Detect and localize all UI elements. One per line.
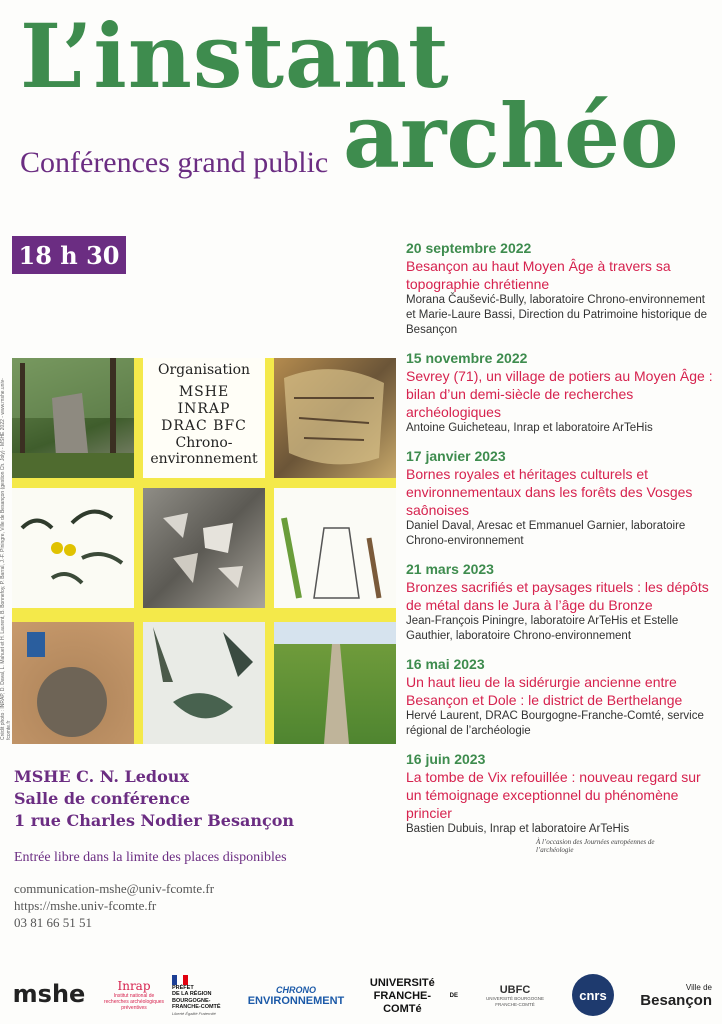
bronze-hoard-illustration bbox=[143, 622, 265, 744]
poster-title-line2: archéo bbox=[343, 84, 679, 188]
event-item bbox=[406, 561, 716, 644]
event-item bbox=[406, 350, 716, 436]
event-speakers: Jean-François Piningre, laboratoire ArTeHis et Estelle Gauthier, laboratoire Chrono-environnement bbox=[406, 615, 679, 642]
event-date: 16 mai 2023 bbox=[406, 656, 485, 672]
event-date: 20 septembre 2022 bbox=[406, 240, 532, 256]
venue-address bbox=[14, 766, 294, 832]
ubfc-subtitle: UNIVERSITÉ BOURGOGNE FRANCHE-COMTÉ bbox=[485, 996, 544, 1007]
time-badge: 18 h 30 bbox=[12, 236, 126, 274]
partner-logos bbox=[0, 964, 722, 1024]
photo-old-map bbox=[274, 358, 396, 478]
venue-line2: Salle de conférence bbox=[14, 789, 191, 808]
event-date: 21 mars 2023 bbox=[406, 561, 494, 577]
organisation-chrono-1: Chrono- bbox=[175, 435, 233, 451]
photo-furnace-drawing bbox=[274, 488, 396, 608]
event-speakers: Hervé Laurent, DRAC Bourgogne-Franche-Comté, service régional de l’archéologie bbox=[406, 710, 704, 737]
event-item bbox=[406, 751, 716, 837]
free-entry-note: Entrée libre dans la limite des places disponibles bbox=[14, 850, 287, 865]
event-date: 16 juin 2023 bbox=[406, 751, 486, 767]
organisation-chrono-2: environnement bbox=[150, 451, 258, 467]
ville-besancon-logo bbox=[628, 974, 712, 1018]
event-date: 15 novembre 2022 bbox=[406, 350, 528, 366]
photo-aerial-landscape bbox=[274, 622, 396, 744]
inrap-logo-name: Inrap bbox=[117, 979, 151, 993]
photo-bronze-hoard bbox=[143, 622, 265, 744]
ubfc-name: UBFC bbox=[499, 984, 531, 996]
event-speakers: Bastien Dubuis, Inrap et laboratoire ArTeHis bbox=[406, 823, 630, 835]
univ-line1: UNIVERSITé bbox=[369, 976, 435, 989]
photo-grid bbox=[12, 358, 396, 744]
event-item bbox=[406, 448, 716, 549]
event-title: La tombe de Vix refouillée : nouveau regard sur un témoignage exceptionnel du phénomène princier bbox=[406, 769, 701, 821]
prefet-logo bbox=[172, 970, 236, 1020]
ville-line1: Ville de bbox=[685, 983, 712, 992]
photo-bronze-objects bbox=[12, 488, 134, 608]
ubfc-logo bbox=[474, 974, 556, 1018]
french-flag-icon bbox=[172, 975, 188, 985]
prefet-motto: Liberté Égalité Fraternité bbox=[172, 1010, 216, 1016]
organisation-box bbox=[143, 358, 265, 478]
event-speakers: Antoine Guicheteau, Inrap et laboratoire ArTeHis bbox=[406, 422, 653, 434]
event-title: Besançon au haut Moyen Âge à travers sa topographie chrétienne bbox=[406, 258, 671, 292]
organisation-inrap: INRAP bbox=[177, 401, 231, 417]
event-item bbox=[406, 656, 716, 739]
inrap-logo bbox=[102, 970, 166, 1020]
chrono-line2: ENVIRONNEMENT bbox=[247, 995, 345, 1007]
bronze-objects-illustration bbox=[12, 488, 134, 608]
event-title: Un haut lieu de la sidérurgie ancienne entre Besançon et Dole : le district de Berthelange bbox=[406, 674, 683, 708]
event-title: Bornes royales et héritages culturels et environnementaux dans les forêts des Vosges saônoises bbox=[406, 466, 693, 518]
universite-franche-comte-logo bbox=[358, 976, 458, 1016]
excavation-illustration bbox=[12, 622, 134, 744]
photo-excavation bbox=[12, 622, 134, 744]
event-speakers: Morana Čaušević-Bully, laboratoire Chrono-environnement et Marie-Laure Bassi, Direction du Patrimoine historique de Besançon bbox=[406, 294, 708, 336]
ville-line2: Besançon bbox=[640, 992, 712, 1009]
prefet-line2: DE LA RÉGION bbox=[172, 991, 212, 997]
contact-email[interactable]: communication-mshe@univ-fcomte.fr bbox=[14, 881, 215, 896]
organisation-heading: Organisation bbox=[157, 362, 251, 378]
univ-de: DE bbox=[449, 993, 458, 999]
inrap-logo-subtitle: Institut national de recherches archéologiques préventives bbox=[103, 993, 165, 1011]
photo-boundary-stone bbox=[12, 358, 134, 478]
event-list bbox=[406, 240, 716, 849]
chrono-environnement-logo bbox=[248, 976, 344, 1016]
prefet-line4: FRANCHE-COMTÉ bbox=[172, 1004, 221, 1010]
pottery-shards-illustration bbox=[143, 488, 265, 608]
photo-credits: Crédit photo : INRAP, D. Daval, L. Mahuet et H. Laurent, B. Bonnefoy, P. Barral, J.-F. Piningre, Ville de Besançon (gestion Ch. Joly) - MSHE 2022 - www.mshe.univ-fcomte.fr bbox=[0, 378, 12, 740]
boundary-stone-illustration bbox=[12, 358, 134, 478]
photo-pottery-shards bbox=[143, 488, 265, 608]
aerial-landscape-illustration bbox=[274, 622, 396, 744]
prefet-line3: BOURGOGNE- bbox=[172, 997, 211, 1004]
mshe-logo: mshe bbox=[12, 980, 86, 1008]
old-map-illustration bbox=[274, 358, 396, 478]
event-item bbox=[406, 240, 716, 338]
prefet-line1: PRÉFET bbox=[172, 984, 194, 991]
event-title: Bronzes sacrifiés et paysages rituels : les dépôts de métal dans le Jura à l’âge du Bronze bbox=[406, 579, 709, 613]
event-title: Sevrey (71), un village de potiers au Moyen Âge : bilan d’un demi-siècle de recherches archéologiques bbox=[406, 368, 713, 420]
poster-title-line1: L’instant bbox=[20, 4, 450, 108]
contact-phone: 03 81 66 51 51 bbox=[14, 915, 92, 930]
journees-archeologie-note: À l’occasion des Journées européennes de l’archéologie bbox=[536, 838, 655, 854]
organisation-drac: DRAC BFC bbox=[161, 418, 247, 434]
event-speakers: Daniel Daval, Aresac et Emmanuel Garnier, laboratoire Chrono-environnement bbox=[406, 520, 686, 547]
poster-subtitle: Conférences grand public bbox=[20, 146, 329, 179]
furnace-drawing-illustration bbox=[274, 488, 396, 608]
organisation-mshe: MSHE bbox=[178, 384, 230, 400]
event-date: 17 janvier 2023 bbox=[406, 448, 506, 464]
cnrs-logo: cnrs bbox=[572, 974, 614, 1016]
univ-line2: FRANCHE-COMTé bbox=[373, 989, 432, 1015]
venue-line3: 1 rue Charles Nodier Besançon bbox=[14, 811, 295, 830]
contact-info bbox=[14, 880, 214, 931]
chrono-line1: CHRONO bbox=[276, 985, 316, 995]
contact-website[interactable]: https://mshe.univ-fcomte.fr bbox=[14, 898, 157, 913]
venue-line1: MSHE C. N. Ledoux bbox=[14, 767, 189, 786]
